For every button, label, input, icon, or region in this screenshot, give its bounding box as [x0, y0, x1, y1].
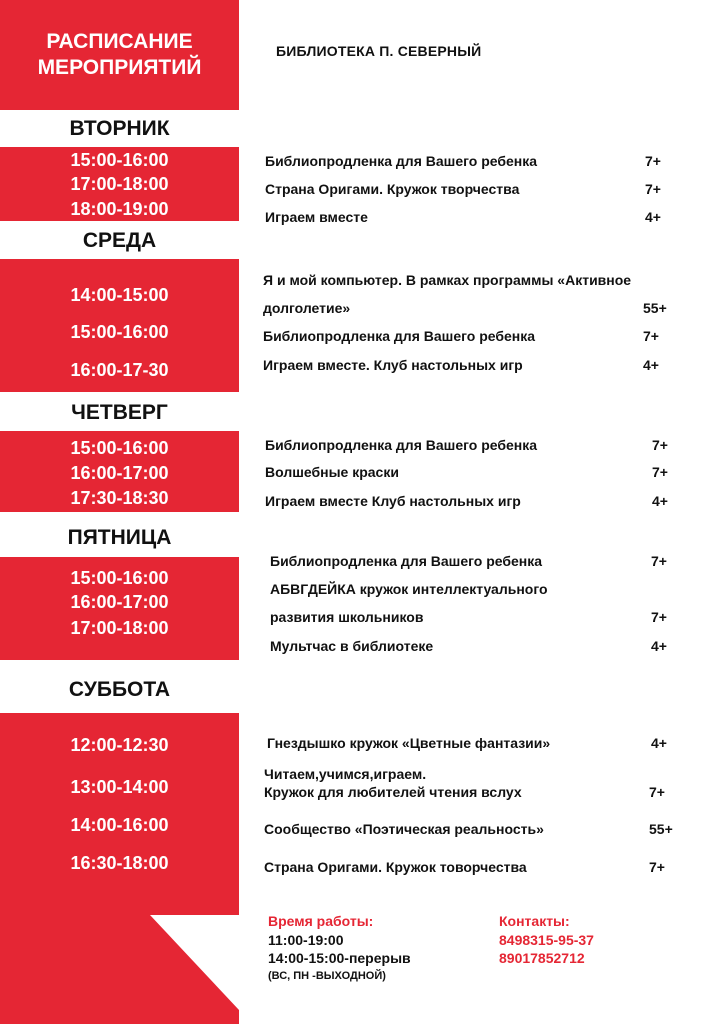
event-age: 7+: [651, 609, 667, 625]
event-title: Страна Оригами. Кружок творчества: [265, 181, 520, 197]
days-off: (ВС, ПН -ВЫХОДНОЙ): [268, 970, 386, 982]
title-line-1: РАСПИСАНИЕ: [46, 30, 193, 53]
event-title: Гнездышко кружок «Цветные фантазии»: [267, 735, 551, 751]
event-title: АБВГДЕЙКА кружок интеллектуального: [270, 581, 548, 597]
event-age: 4+: [651, 638, 667, 654]
event-age: 55+: [649, 821, 673, 837]
event-title: Волшебные краски: [265, 464, 399, 480]
working-hours: 11:00-19:00: [268, 932, 344, 948]
event-age: 7+: [649, 784, 665, 800]
event-title: Сообщество «Поэтическая реальность»: [264, 821, 544, 837]
contacts-label: Контакты:: [499, 913, 570, 929]
phone-2: 89017852712: [499, 950, 585, 966]
corner-shape: [0, 915, 239, 1024]
times-block-tuesday: [0, 147, 239, 221]
day-tuesday: ВТОРНИК: [69, 117, 170, 140]
time-slot: 14:00-15:00: [70, 285, 169, 305]
times-block-wednesday: [0, 259, 239, 392]
working-hours-label: Время работы:: [268, 913, 374, 929]
time-slot: 15:00-16:00: [70, 438, 169, 458]
event-age: 4+: [651, 735, 667, 751]
time-slot: 16:00-17-30: [70, 360, 169, 380]
event-title: Библиопродленка для Вашего ребенка: [265, 153, 538, 169]
event-title-cont: развития школьников: [270, 609, 424, 625]
time-slot: 17:00-18:00: [70, 174, 169, 194]
day-wednesday: СРЕДА: [82, 229, 157, 252]
event-title: Читаем,учимся,играем.: [264, 766, 427, 782]
event-title: Я и мой компьютер. В рамках программы «Активное: [263, 272, 632, 288]
event-title-cont: долголетие»: [263, 300, 351, 316]
event-title: Мультчас в библиотеке: [270, 638, 434, 654]
event-title: Играем вместе Клуб настольных игр: [265, 493, 521, 509]
event-title-cont: Кружок для любителей чтения вслух: [264, 784, 522, 800]
event-title: Страна Оригами. Кружок товорчества: [264, 859, 527, 875]
time-slot: 15:00-16:00: [70, 150, 169, 170]
title-line-2: МЕРОПРИЯТИЙ: [37, 56, 202, 79]
time-slot: 14:00-16:00: [70, 815, 169, 835]
event-age: 7+: [652, 437, 668, 453]
phone-1: 8498315-95-37: [499, 932, 594, 948]
event-age: 4+: [652, 493, 668, 509]
event-title: Библиопродленка для Вашего ребенка: [265, 437, 538, 453]
day-thursday: ЧЕТВЕРГ: [71, 401, 168, 424]
time-slot: 17:30-18:30: [70, 488, 169, 508]
event-age: 4+: [645, 209, 661, 225]
time-slot: 18:00-19:00: [70, 199, 169, 219]
day-friday: ПЯТНИЦА: [67, 526, 172, 549]
times-block-thursday: [0, 431, 239, 512]
event-age: 7+: [645, 153, 661, 169]
times-block-saturday: [0, 713, 239, 915]
event-age: 55+: [643, 300, 667, 316]
time-slot: 12:00-12:30: [70, 735, 169, 755]
time-slot: 16:30-18:00: [70, 853, 169, 873]
time-slot: 15:00-16:00: [70, 568, 169, 588]
time-slot: 13:00-14:00: [70, 777, 169, 797]
time-slot: 17:00-18:00: [70, 618, 169, 638]
event-title: Библиопродленка для Вашего ребенка: [263, 328, 536, 344]
event-age: 7+: [645, 181, 661, 197]
time-slot: 15:00-16:00: [70, 322, 169, 342]
event-age: 7+: [643, 328, 659, 344]
time-slot: 16:00-17:00: [70, 592, 169, 612]
library-name: БИБЛИОТЕКА П. СЕВЕРНЫЙ: [276, 43, 482, 59]
day-saturday: СУББОТА: [68, 678, 171, 701]
event-age: 7+: [652, 464, 668, 480]
times-block-friday: [0, 557, 239, 660]
event-age: 7+: [649, 859, 665, 875]
event-age: 7+: [651, 553, 667, 569]
event-age: 4+: [643, 357, 659, 373]
event-title: Играем вместе: [265, 209, 368, 225]
event-title: Библиопродленка для Вашего ребенка: [270, 553, 543, 569]
break-time: 14:00-15:00-перерыв: [268, 950, 411, 966]
time-slot: 16:00-17:00: [70, 463, 169, 483]
event-title: Играем вместе. Клуб настольных игр: [263, 357, 523, 373]
title-block: [0, 0, 239, 110]
